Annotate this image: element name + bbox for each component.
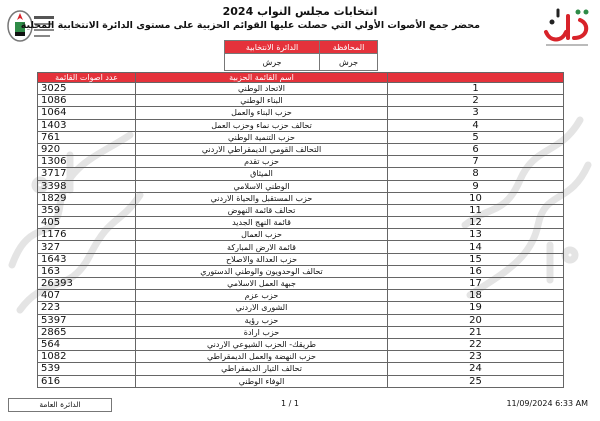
page-number: 1 / 1 — [281, 399, 299, 408]
district-header: الدائرة الانتخابية — [225, 41, 320, 54]
niyabiya-logo-icon — [540, 2, 594, 50]
party-list-name-cell: حزب ارادة — [136, 326, 388, 338]
name-column-header: اسم القائمة الحزبية — [136, 73, 388, 83]
vote-count-cell: 1403 — [38, 119, 136, 131]
table-row — [38, 314, 564, 326]
vote-count-cell: 1064 — [38, 107, 136, 119]
table-row — [38, 119, 564, 131]
row-index-cell: 10 — [388, 192, 564, 204]
vote-count-cell: 3398 — [38, 180, 136, 192]
vote-count-cell: 327 — [38, 241, 136, 253]
vote-count-cell: 26393 — [38, 278, 136, 290]
row-index-cell: 6 — [388, 143, 564, 155]
row-index-cell: 11 — [388, 204, 564, 216]
row-index-cell: 23 — [388, 351, 564, 363]
votes-column-header: عدد اصوات القائمة — [38, 73, 136, 83]
table-row — [38, 302, 564, 314]
vote-count-cell: 359 — [38, 204, 136, 216]
footer-label-box: الدائرة العامة — [8, 398, 112, 412]
vote-count-cell: 1643 — [38, 253, 136, 265]
party-list-name-cell: قائمة الارض المباركة — [136, 241, 388, 253]
district-value: جرش — [225, 54, 320, 71]
vote-count-cell: 405 — [38, 217, 136, 229]
party-list-name-cell: الوفاء الوطني — [136, 375, 388, 387]
row-index-cell: 8 — [388, 168, 564, 180]
row-index-cell: 4 — [388, 119, 564, 131]
row-index-cell: 3 — [388, 107, 564, 119]
table-row — [38, 253, 564, 265]
party-list-name-cell: قائمة النهج الجديد — [136, 217, 388, 229]
table-row — [38, 363, 564, 375]
table-row — [38, 241, 564, 253]
vote-count-cell: 1176 — [38, 229, 136, 241]
party-list-name-cell: تحالف حزب نماء وحزب العمل — [136, 119, 388, 131]
party-list-name-cell: حزب تقدم — [136, 156, 388, 168]
table-row — [38, 351, 564, 363]
vote-count-cell: 407 — [38, 290, 136, 302]
party-list-name-cell: حزب العدالة والاصلاح — [136, 253, 388, 265]
table-row — [38, 278, 564, 290]
row-index-cell: 22 — [388, 338, 564, 350]
party-list-name-cell: حزب التنمية الوطني — [136, 131, 388, 143]
vote-count-cell: 3025 — [38, 83, 136, 95]
row-index-cell: 21 — [388, 326, 564, 338]
party-list-name-cell: الوطني الاسلامي — [136, 180, 388, 192]
vote-count-cell: 539 — [38, 363, 136, 375]
table-row — [38, 156, 564, 168]
vote-count-cell: 1086 — [38, 95, 136, 107]
row-index-cell: 20 — [388, 314, 564, 326]
table-row — [38, 192, 564, 204]
row-index-cell: 19 — [388, 302, 564, 314]
table-row — [38, 375, 564, 387]
vote-count-cell: 616 — [38, 375, 136, 387]
row-index-cell: 15 — [388, 253, 564, 265]
table-row — [38, 131, 564, 143]
row-index-cell: 5 — [388, 131, 564, 143]
party-list-name-cell: حزب المستقبل والحياة الاردني — [136, 192, 388, 204]
table-row — [38, 265, 564, 277]
party-list-name-cell: تحالف التيار الديمقراطي — [136, 363, 388, 375]
district-table — [224, 40, 378, 71]
party-list-name-cell: حزب رؤية — [136, 314, 388, 326]
table-row — [38, 204, 564, 216]
table-row — [38, 83, 564, 95]
table-row — [38, 107, 564, 119]
page-subtitle: محضر جمع الأصوات الأولي التي حصلت عليها القوائم الحزبية على مستوى الدائرة الانتخابية المحلية — [20, 20, 480, 31]
index-column-header — [388, 73, 564, 83]
row-index-cell: 2 — [388, 95, 564, 107]
vote-count-cell: 1829 — [38, 192, 136, 204]
party-list-name-cell: تحالف قائمة النهوض — [136, 204, 388, 216]
vote-count-cell: 5397 — [38, 314, 136, 326]
table-row — [38, 217, 564, 229]
table-row — [38, 290, 564, 302]
row-index-cell: 24 — [388, 363, 564, 375]
row-index-cell: 12 — [388, 217, 564, 229]
table-row — [38, 143, 564, 155]
row-index-cell: 18 — [388, 290, 564, 302]
table-row — [38, 95, 564, 107]
table-row — [38, 326, 564, 338]
row-index-cell: 17 — [388, 278, 564, 290]
row-index-cell: 13 — [388, 229, 564, 241]
vote-count-cell: 163 — [38, 265, 136, 277]
header-titles — [20, 4, 480, 33]
party-list-name-cell: حزب البناء والعمل — [136, 107, 388, 119]
party-list-name-cell: تحالف الوحدويون والوطني الدستوري — [136, 265, 388, 277]
row-index-cell: 16 — [388, 265, 564, 277]
party-list-name-cell: التحالف القومي الديمقراطي الاردني — [136, 143, 388, 155]
row-index-cell: 14 — [388, 241, 564, 253]
vote-count-cell: 1306 — [38, 156, 136, 168]
vote-count-cell: 920 — [38, 143, 136, 155]
party-list-name-cell: حزب النهضة والعمل الديمقراطي — [136, 351, 388, 363]
party-list-name-cell: الاتحاد الوطني — [136, 83, 388, 95]
party-list-name-cell: حزب العمال — [136, 229, 388, 241]
row-index-cell: 25 — [388, 375, 564, 387]
table-row — [38, 168, 564, 180]
table-row — [38, 338, 564, 350]
governorate-value: جرش — [320, 54, 378, 71]
results-table — [37, 72, 564, 388]
vote-count-cell: 2865 — [38, 326, 136, 338]
results-header-row — [38, 73, 564, 83]
table-row — [38, 229, 564, 241]
row-index-cell: 7 — [388, 156, 564, 168]
party-list-name-cell: الميثاق — [136, 168, 388, 180]
governorate-header: المحافظة — [320, 41, 378, 54]
row-index-cell: 9 — [388, 180, 564, 192]
party-list-name-cell: الشورى الاردني — [136, 302, 388, 314]
row-index-cell: 1 — [388, 83, 564, 95]
table-row — [38, 180, 564, 192]
party-list-name-cell: طريقك- الحزب الشيوعي الاردني — [136, 338, 388, 350]
print-datetime: 11/09/2024 6:33 AM — [506, 399, 588, 408]
vote-count-cell: 3717 — [38, 168, 136, 180]
results-body — [38, 83, 564, 388]
vote-count-cell: 223 — [38, 302, 136, 314]
vote-count-cell: 761 — [38, 131, 136, 143]
vote-count-cell: 1082 — [38, 351, 136, 363]
party-list-name-cell: البناء الوطني — [136, 95, 388, 107]
party-list-name-cell: جبهة العمل الاسلامي — [136, 278, 388, 290]
page-title: انتخابات مجلس النواب 2024 — [222, 5, 378, 18]
party-list-name-cell: حزب عزم — [136, 290, 388, 302]
vote-count-cell: 564 — [38, 338, 136, 350]
